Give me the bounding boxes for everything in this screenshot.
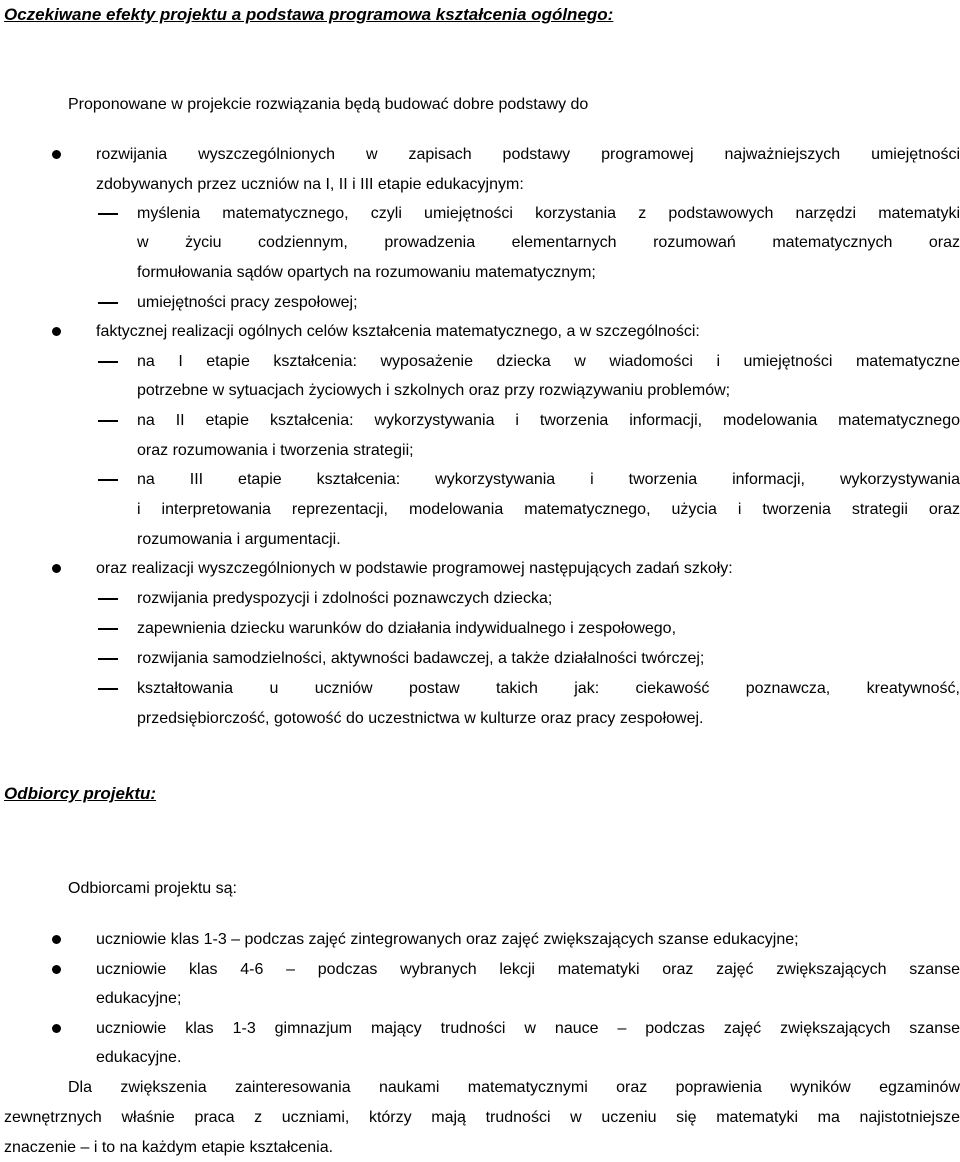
recipient-3-line-2: edukacyjne.	[96, 1049, 182, 1066]
recipient-3-line-1: uczniowie klas 1-3 gimnazjum mający trudności w nauce – podczas zajęć zwiększających szanse	[96, 1020, 960, 1037]
bullet-3-line-1: oraz realizacji wyszczególnionych w podstawie programowej następujących zadań szkoły:	[96, 560, 733, 577]
dash-icon	[98, 628, 118, 630]
section-heading-effects: Oczekiwane efekty projektu a podstawa programowa kształcenia ogólnego:	[4, 5, 614, 24]
bullet-icon	[52, 1024, 61, 1033]
closing-line-1: Dla zwiększenia zainteresowania naukami matematycznymi oraz poprawienia wyników egzaminów	[68, 1079, 960, 1096]
bullet-2-dash-3-line-1: na III etapie kształcenia: wykorzystywania i tworzenia informacji, wykorzystywania	[137, 471, 960, 488]
bullet-3-dash-4-line-2: przedsiębiorczość, gotowość do uczestnictwa w kulturze oraz pracy zespołowej.	[137, 710, 704, 727]
dash-icon	[98, 213, 118, 215]
bullet-2-dash-1-line-1: na I etapie kształcenia: wyposażenie dziecka w wiadomości i umiejętności matematyczne	[137, 353, 960, 370]
bullet-icon	[52, 965, 61, 974]
bullet-2-dash-2-line-1: na II etapie kształcenia: wykorzystywania i tworzenia informacji, modelowania matematycznego	[137, 412, 960, 429]
bullet-3-dash-4-line-1: kształtowania u uczniów postaw takich jak: ciekawość poznawcza, kreatywność,	[137, 680, 960, 697]
section-heading-recipients: Odbiorcy projektu:	[4, 784, 157, 803]
dash-icon	[98, 302, 118, 304]
bullet-2-dash-1-line-2: potrzebne w sytuacjach życiowych i szkolnych oraz przy rozwiązywaniu problemów;	[137, 382, 731, 399]
dash-icon	[98, 658, 118, 660]
bullet-1-dash-1-line-2: w życiu codziennym, prowadzenia elementarnych rozumowań matematycznych oraz	[137, 234, 960, 251]
dash-icon	[98, 688, 118, 690]
bullet-2-dash-3-line-2: i interpretowania reprezentacji, modelowania matematycznego, użycia i tworzenia strategii oraz	[137, 501, 960, 518]
bullet-3-dash-1-line-1: rozwijania predyspozycji i zdolności poznawczych dziecka;	[137, 590, 553, 607]
closing-line-3: znaczenie – i to na każdym etapie kształcenia.	[4, 1139, 334, 1156]
bullet-icon	[52, 150, 61, 159]
recipients-intro: Odbiorcami projektu są:	[68, 880, 237, 897]
bullet-1-dash-1-line-3: formułowania sądów opartych na rozumowaniu matematycznym;	[137, 264, 596, 281]
bullet-2-dash-2-line-2: oraz rozumowania i tworzenia strategii;	[137, 442, 414, 459]
bullet-3-dash-3-line-1: rozwijania samodzielności, aktywności badawczej, a także działalności twórczej;	[137, 650, 705, 667]
bullet-icon	[52, 564, 61, 573]
bullet-2-dash-3-line-3: rozumowania i argumentacji.	[137, 531, 341, 548]
bullet-2-line-1: faktycznej realizacji ogólnych celów kształcenia matematycznego, a w szczególności:	[96, 323, 700, 340]
recipient-1-line-1: uczniowie klas 1-3 – podczas zajęć zintegrowanych oraz zajęć zwiększających szanse edukacyjne;	[96, 931, 799, 948]
bullet-icon	[52, 935, 61, 944]
bullet-1-dash-1-line-1: myślenia matematycznego, czyli umiejętności korzystania z podstawowych narzędzi matematyki	[137, 205, 960, 222]
dash-icon	[98, 361, 118, 363]
bullet-1-line-1: rozwijania wyszczególnionych w zapisach podstawy programowej najważniejszych umiejętności	[96, 146, 960, 163]
intro-paragraph: Proponowane w projekcie rozwiązania będą budować dobre podstawy do	[68, 96, 589, 113]
dash-icon	[98, 598, 118, 600]
dash-icon	[98, 479, 118, 481]
closing-line-2: zewnętrznych właśnie praca z uczniami, którzy mają trudności w uczeniu się matematyki ma najistotniejsze	[4, 1109, 960, 1126]
bullet-1-line-2: zdobywanych przez uczniów na I, II i III etapie edukacyjnym:	[96, 176, 524, 193]
bullet-3-dash-2-line-1: zapewnienia dziecku warunków do działania indywidualnego i zespołowego,	[137, 620, 677, 637]
bullet-icon	[52, 327, 61, 336]
dash-icon	[98, 420, 118, 422]
bullet-1-dash-2-line-1: umiejętności pracy zespołowej;	[137, 294, 358, 311]
recipient-2-line-2: edukacyjne;	[96, 990, 182, 1007]
recipient-2-line-1: uczniowie klas 4-6 – podczas wybranych lekcji matematyki oraz zajęć zwiększających szanse	[96, 961, 960, 978]
